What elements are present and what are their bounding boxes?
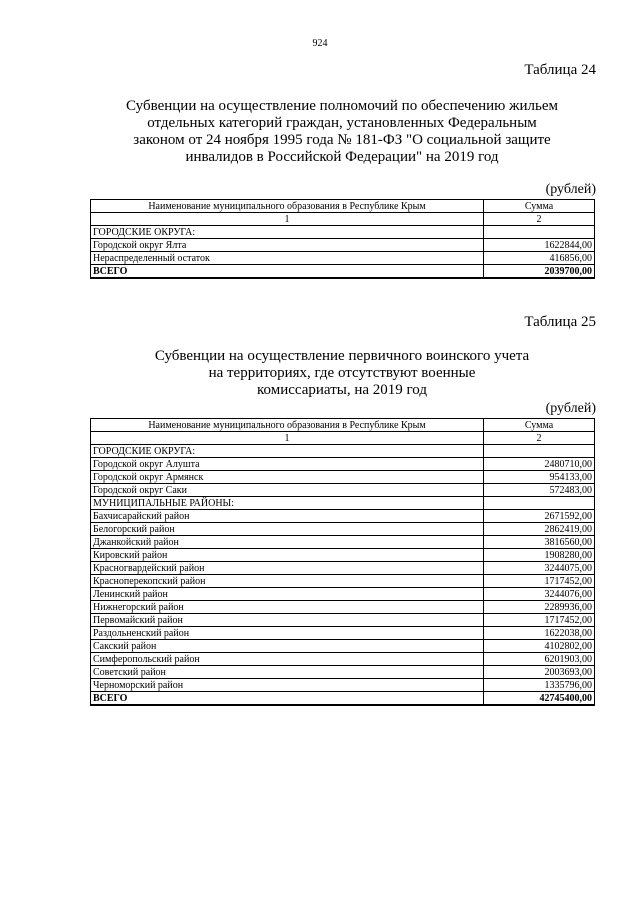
table-25-unit: (рублей)	[545, 401, 596, 416]
row-name: Советский район	[91, 666, 484, 679]
row-value: 954133,00	[484, 471, 595, 484]
row-value: 1622038,00	[484, 627, 595, 640]
row-name: Нижнегорский район	[91, 601, 484, 614]
row-name: Сакский район	[91, 640, 484, 653]
row-name: Нераспределенный остаток	[91, 252, 484, 265]
total-label: ВСЕГО	[91, 692, 484, 706]
row-name: Городской округ Армянск	[91, 471, 484, 484]
row-value: 2480710,00	[484, 458, 595, 471]
table-25-title	[90, 348, 594, 399]
col-index-2: 2	[484, 432, 595, 445]
row-name: Ленинский район	[91, 588, 484, 601]
page-number: 924	[312, 38, 328, 49]
row-value: 1335796,00	[484, 679, 595, 692]
row-value: 6201903,00	[484, 653, 595, 666]
col-sum-header: Сумма	[484, 419, 595, 432]
col-index-1: 1	[91, 213, 484, 226]
row-name: Красноперекопский район	[91, 575, 484, 588]
table-row	[91, 226, 595, 239]
table-row	[91, 653, 595, 666]
row-value: 3816560,00	[484, 536, 595, 549]
total-value: 2039700,00	[484, 265, 595, 279]
row-name: МУНИЦИПАЛЬНЫЕ РАЙОНЫ:	[91, 497, 484, 510]
total-label: ВСЕГО	[91, 265, 484, 279]
table-row	[91, 549, 595, 562]
header-row	[91, 419, 595, 432]
table-24-title	[90, 98, 594, 166]
table-row	[91, 614, 595, 627]
table-row	[91, 239, 595, 252]
row-value: 2862419,00	[484, 523, 595, 536]
col-name-header: Наименование муниципального образования в Республике Крым	[91, 419, 484, 432]
title-line: Субвенции на осуществление полномочий по обеспечению жильем	[126, 98, 558, 114]
table-24-unit: (рублей)	[545, 182, 596, 197]
col-name-header: Наименование муниципального образования в Республике Крым	[91, 200, 484, 213]
title-line: Субвенции на осуществление первичного воинского учета	[154, 348, 530, 364]
row-name: Красногвардейский район	[91, 562, 484, 575]
row-name: Городской округ Ялта	[91, 239, 484, 252]
row-value: 2289936,00	[484, 601, 595, 614]
table-row	[91, 601, 595, 614]
table-row	[91, 445, 595, 458]
row-name: Белогорский район	[91, 523, 484, 536]
row-value	[484, 226, 595, 239]
row-value	[484, 497, 595, 510]
table-25-label: Таблица 25	[524, 314, 596, 330]
table-24-label: Таблица 24	[524, 62, 596, 78]
row-name: ГОРОДСКИЕ ОКРУГА:	[91, 226, 484, 239]
table-row	[91, 562, 595, 575]
index-row	[91, 432, 595, 445]
table-row	[91, 666, 595, 679]
row-value: 1717452,00	[484, 614, 595, 627]
row-name: Первомайский район	[91, 614, 484, 627]
title-line: на территориях, где отсутствуют военные	[208, 365, 476, 381]
col-sum-header: Сумма	[484, 200, 595, 213]
row-value: 1717452,00	[484, 575, 595, 588]
row-name: Городской округ Саки	[91, 484, 484, 497]
table-24	[90, 199, 595, 279]
row-name: Черноморский район	[91, 679, 484, 692]
index-row	[91, 213, 595, 226]
table-row	[91, 484, 595, 497]
table-row	[91, 588, 595, 601]
table-row	[91, 510, 595, 523]
table-row	[91, 679, 595, 692]
row-value	[484, 445, 595, 458]
total-row	[91, 265, 595, 279]
row-name: Бахчисарайский район	[91, 510, 484, 523]
row-value: 1908280,00	[484, 549, 595, 562]
total-row	[91, 692, 595, 706]
title-line: законом от 24 ноября 1995 года № 181-ФЗ "О социальной защите	[133, 132, 551, 148]
table-row	[91, 575, 595, 588]
title-line: отдельных категорий граждан, установленных Федеральным	[147, 115, 537, 131]
row-value: 2003693,00	[484, 666, 595, 679]
row-value: 416856,00	[484, 252, 595, 265]
row-name: ГОРОДСКИЕ ОКРУГА:	[91, 445, 484, 458]
row-name: Городской округ Алушта	[91, 458, 484, 471]
col-index-1: 1	[91, 432, 484, 445]
table-25	[90, 418, 595, 706]
row-name: Симферопольский район	[91, 653, 484, 666]
table-row	[91, 627, 595, 640]
title-line: инвалидов в Российской Федерации" на 2019 год	[185, 149, 499, 165]
row-value: 1622844,00	[484, 239, 595, 252]
row-name: Раздольненский район	[91, 627, 484, 640]
col-index-2: 2	[484, 213, 595, 226]
table-row	[91, 458, 595, 471]
row-value: 572483,00	[484, 484, 595, 497]
row-name: Джанкойский район	[91, 536, 484, 549]
table-row	[91, 497, 595, 510]
row-value: 2671592,00	[484, 510, 595, 523]
title-line: комиссариаты, на 2019 год	[256, 382, 427, 398]
table-row	[91, 471, 595, 484]
row-name: Кировский район	[91, 549, 484, 562]
table-row	[91, 252, 595, 265]
total-value: 42745400,00	[484, 692, 595, 706]
table-row	[91, 523, 595, 536]
table-row	[91, 640, 595, 653]
header-row	[91, 200, 595, 213]
row-value: 3244076,00	[484, 588, 595, 601]
row-value: 4102802,00	[484, 640, 595, 653]
row-value: 3244075,00	[484, 562, 595, 575]
table-row	[91, 536, 595, 549]
